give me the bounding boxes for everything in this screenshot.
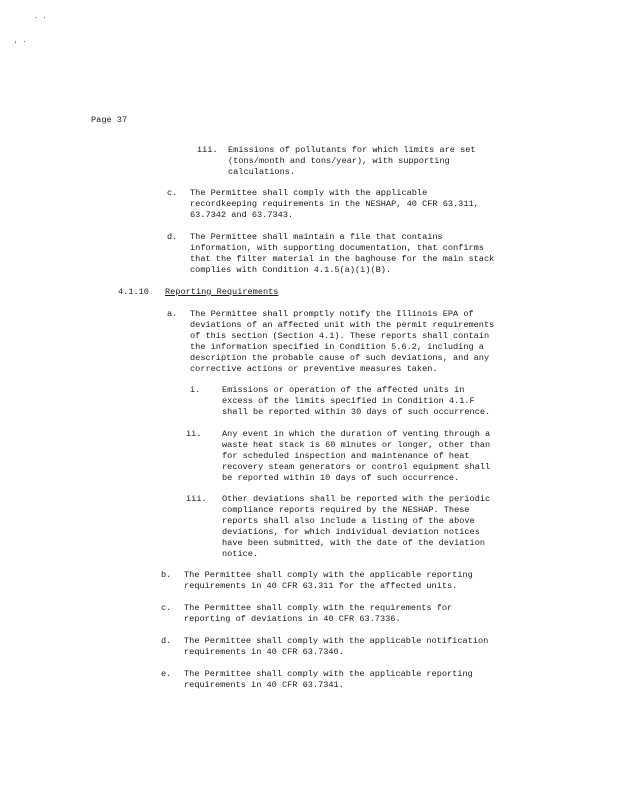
- paragraph-line: have been submitted, with the date of the deviation: [222, 538, 486, 548]
- paragraph-line: that the filter material in the baghouse for the main stack: [190, 254, 495, 264]
- paragraph-line: recovery steam generators or control equipment shall: [222, 462, 491, 472]
- paragraph-line: of this section (Section 4.1). These reports shall contain: [190, 331, 490, 341]
- paragraph-line: requirements in 40 CFR 63.311 for the affected units.: [184, 581, 458, 591]
- paragraph-line: requirements in 40 CFR 63.7341.: [184, 680, 344, 690]
- paragraph-line: information, with supporting documentation, that confirms: [190, 243, 484, 253]
- scan-mark: . .: [34, 13, 47, 21]
- section-number: 4.1.10: [118, 287, 149, 297]
- paragraph-line: compliance reports required by the NESHAP. These: [222, 505, 470, 515]
- paragraph-line: The Permittee shall maintain a file that contains: [190, 232, 443, 242]
- item-letter: d.: [161, 636, 172, 646]
- item-letter: a.: [167, 309, 178, 319]
- paragraph-line: calculations.: [228, 167, 296, 177]
- paragraph-line: for scheduled inspection and maintenance of heat: [222, 451, 470, 461]
- item-letter: d.: [167, 232, 178, 242]
- paragraph-line: reports shall also include a listing of the above: [222, 516, 475, 526]
- section-title: Reporting Requirements: [165, 287, 279, 297]
- paragraph-line: deviations of an affected unit with the permit requirements: [190, 320, 495, 330]
- item-number: iii.: [197, 145, 218, 155]
- paragraph-line: shall be reported within 30 days of such occurrence.: [222, 407, 491, 417]
- paragraph-line: requirements in 40 CFR 63.7340.: [184, 647, 344, 657]
- paragraph-line: Emissions or operation of the affected units in: [222, 385, 465, 395]
- paragraph-line: notice.: [222, 549, 259, 559]
- paragraph-line: complies with Condition 4.1.5(a)(i)(B).: [190, 265, 392, 275]
- paragraph-line: the information specified in Condition 5.6.2, including a: [190, 342, 484, 352]
- paragraph-line: The Permittee shall comply with the applicable reporting: [184, 669, 473, 679]
- paragraph-line: The Permittee shall comply with the applicable reporting: [184, 570, 473, 580]
- paragraph-line: description the probable cause of such deviations, and any: [190, 353, 490, 363]
- paragraph-line: waste heat stack is 60 minutes or longer, other than: [222, 440, 491, 450]
- paragraph-line: (tons/month and tons/year), with supporting: [228, 156, 450, 166]
- item-letter: c.: [161, 603, 172, 613]
- paragraph-line: Any event in which the duration of venting through a: [222, 429, 491, 439]
- item-letter: b.: [161, 570, 172, 580]
- paragraph-line: deviations, for which individual deviation notices: [222, 527, 480, 537]
- paragraph-line: reporting of deviations in 40 CFR 63.7336.: [184, 614, 401, 624]
- paragraph-line: The Permittee shall comply with the applicable notification: [184, 636, 489, 646]
- paragraph-line: corrective actions or preventive measures taken.: [190, 364, 438, 374]
- paragraph-line: recordkeeping requirements in the NESHAP, 40 CFR 63.311,: [190, 199, 479, 209]
- item-letter: c.: [167, 188, 178, 198]
- item-number: i.: [190, 385, 201, 395]
- paragraph-line: Emissions of pollutants for which limits are set: [228, 145, 476, 155]
- scan-mark: , .: [14, 37, 27, 45]
- paragraph-line: The Permittee shall comply with the applicable: [190, 188, 428, 198]
- item-letter: e.: [161, 669, 172, 679]
- item-number: iii.: [186, 494, 207, 504]
- item-number: ii.: [186, 429, 202, 439]
- paragraph-line: Other deviations shall be reported with the periodic: [222, 494, 491, 504]
- paragraph-line: excess of the limits specified in Condition 4.1.F: [222, 396, 475, 406]
- paragraph-line: be reported within 10 days of such occurrence.: [222, 473, 460, 483]
- paragraph-line: The Permittee shall promptly notify the Illinois EPA of: [190, 309, 474, 319]
- paragraph-line: The Permittee shall comply with the requirements for: [184, 603, 453, 613]
- paragraph-line: 63.7342 and 63.7343.: [190, 210, 294, 220]
- page-number: Page 37: [91, 115, 128, 125]
